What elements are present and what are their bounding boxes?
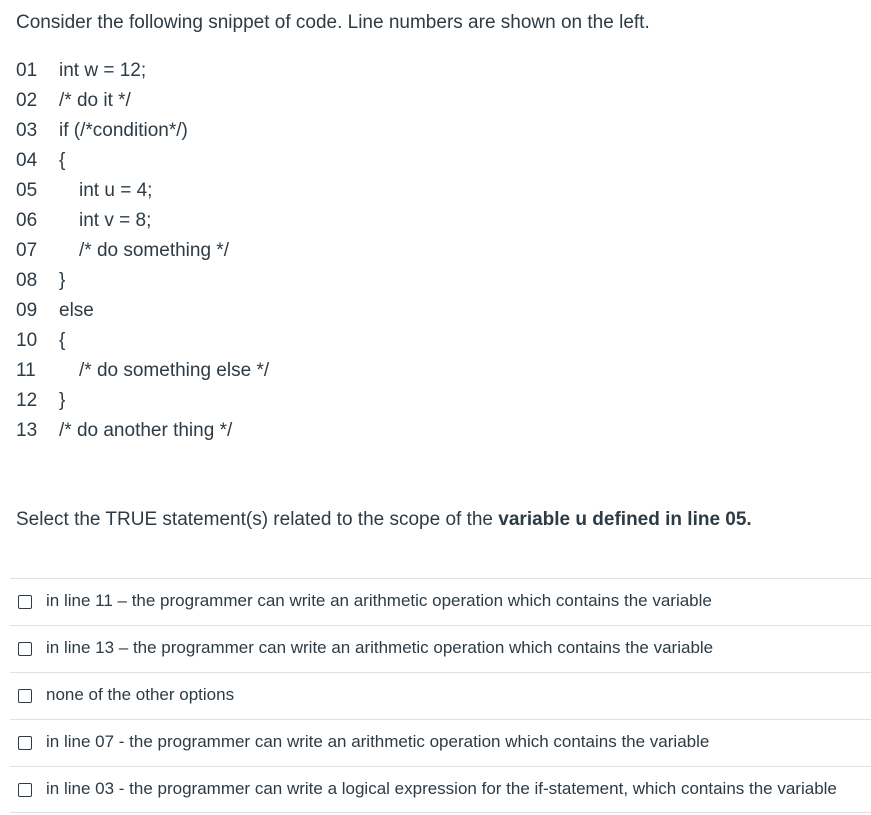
code-line <box>16 146 416 176</box>
code-text: /* do something */ <box>79 240 229 261</box>
code-text: { <box>59 330 66 351</box>
line-number: 01 <box>16 60 38 81</box>
answer-label: in line 11 – the programmer can write an arithmetic operation which contains the variable <box>46 591 712 610</box>
line-number: 08 <box>16 270 38 291</box>
code-text: int v = 8; <box>79 210 152 231</box>
code-text: else <box>59 300 94 321</box>
line-number: 13 <box>16 420 38 441</box>
code-line <box>16 416 416 446</box>
code-line <box>16 266 416 296</box>
line-number: 11 <box>16 360 36 381</box>
code-line <box>16 386 416 416</box>
code-text: /* do another thing */ <box>59 420 233 441</box>
answer-option[interactable] <box>10 719 871 766</box>
answer-option[interactable] <box>10 625 871 672</box>
line-number: 09 <box>16 300 38 321</box>
prompt-text: Select the TRUE statement(s) related to the scope of the <box>16 509 499 530</box>
code-line <box>16 326 416 356</box>
line-number: 02 <box>16 90 38 111</box>
prompt-emphasis: variable u defined in line 05. <box>498 509 752 530</box>
line-number: 12 <box>16 390 38 411</box>
code-text: /* do it */ <box>59 90 131 111</box>
line-number: 06 <box>16 210 38 231</box>
checkbox[interactable] <box>18 642 32 656</box>
answer-label: in line 13 – the programmer can write an arithmetic operation which contains the variable <box>46 638 714 657</box>
answer-label: in line 03 - the programmer can write a logical expression for the if-statement, which contains the variable <box>46 779 837 798</box>
answer-list <box>10 578 871 813</box>
line-number: 03 <box>16 120 38 141</box>
line-number: 04 <box>16 150 38 171</box>
question-block <box>16 10 866 530</box>
code-line <box>16 176 416 206</box>
answer-option[interactable] <box>10 672 871 719</box>
code-line <box>16 206 416 236</box>
code-text: } <box>59 390 66 411</box>
question-intro: Consider the following snippet of code. Line numbers are shown on the left. <box>16 12 650 33</box>
code-line <box>16 56 416 86</box>
line-number: 10 <box>16 330 38 351</box>
answer-label: none of the other options <box>46 685 235 704</box>
question-prompt <box>16 507 752 533</box>
code-line <box>16 296 416 326</box>
code-text: int u = 4; <box>79 180 153 201</box>
code-line <box>16 236 416 266</box>
code-text: if (/*condition*/) <box>59 120 188 141</box>
code-snippet <box>16 56 416 446</box>
checkbox[interactable] <box>18 595 32 609</box>
checkbox[interactable] <box>18 689 32 703</box>
code-line <box>16 356 416 386</box>
code-text: } <box>59 270 66 291</box>
code-text: int w = 12; <box>59 60 147 81</box>
code-text: { <box>59 150 66 171</box>
answer-option[interactable] <box>10 578 871 625</box>
checkbox[interactable] <box>18 736 32 750</box>
line-number: 07 <box>16 240 38 261</box>
line-number: 05 <box>16 180 38 201</box>
code-line <box>16 86 416 116</box>
code-text: /* do something else */ <box>79 360 270 381</box>
code-line <box>16 116 416 146</box>
answer-label: in line 07 - the programmer can write an arithmetic operation which contains the variable <box>46 732 710 751</box>
checkbox[interactable] <box>18 783 32 797</box>
answer-option[interactable] <box>10 766 871 813</box>
